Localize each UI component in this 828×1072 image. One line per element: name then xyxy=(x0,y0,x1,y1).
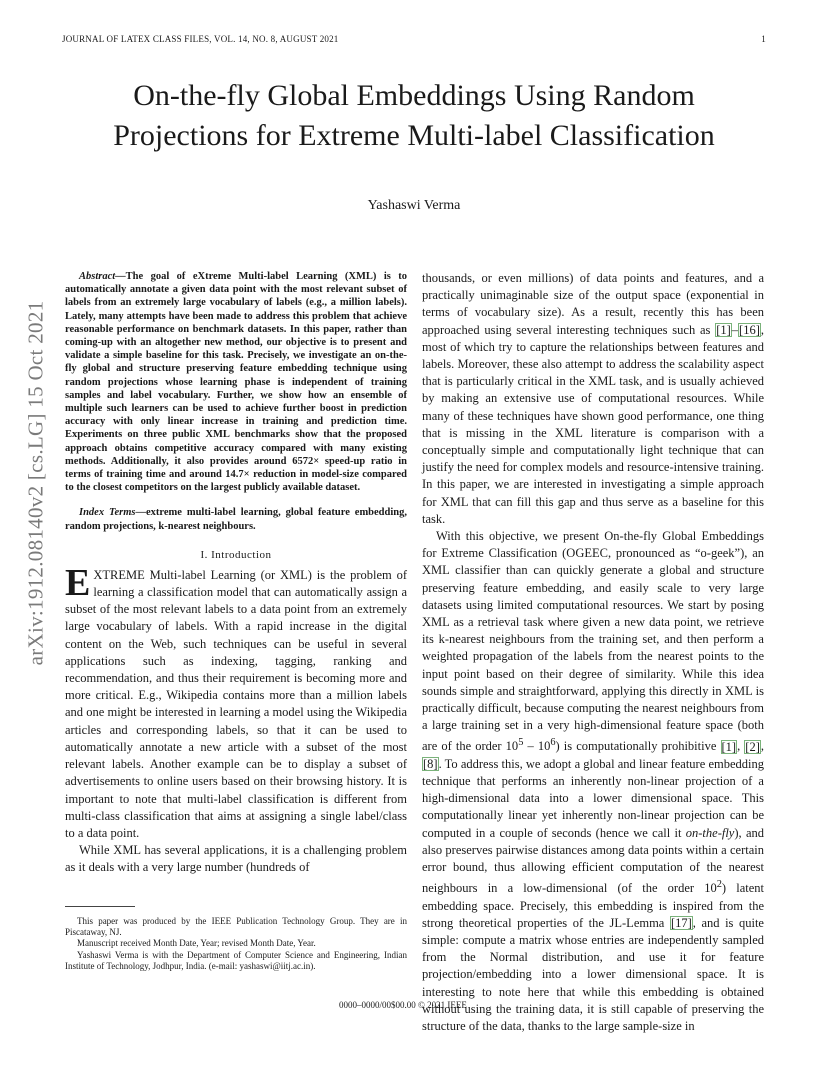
superscript: 6 xyxy=(550,737,556,749)
citation-link[interactable]: [17] xyxy=(670,915,692,930)
text-run: ) is computationally prohibitive xyxy=(555,739,721,754)
text-run: , and is quite simple: compute a matrix whose entries are independently sampled from the Normal distribution, and use it for feature projection/embedding into a lower dimensional space. It is interesting to note here that while this embedding is obtained without using the training data, it is still capable of preserving the structure of the data, thanks to the large sample-size in xyxy=(422,915,764,1034)
text-run: – xyxy=(731,322,739,337)
journal-name: JOURNAL OF LATEX CLASS FILES, VOL. 14, NO. 8, AUGUST 2021 xyxy=(62,34,339,44)
text-run: ) latent embedding space. Precisely, this embedding is inspired from the strong theoretical properties of the JL-Lemma xyxy=(422,881,764,930)
footnote-3: Yashaswi Verma is with the Department of Computer Science and Engineering, Indian Institute of Technology, Jodhpur, India. (e-mail: yashaswi@iitj.ac.in). xyxy=(65,949,407,971)
arxiv-stamp-text: arXiv:1912.08140v2 [cs.LG] 15 Oct 2021 xyxy=(23,300,48,666)
footnote-1: This paper was produced by the IEEE Publication Technology Group. They are in Piscataway, NJ. xyxy=(65,916,407,938)
emphasis: on-the-fly xyxy=(685,825,735,840)
intro-paragraph-2: While XML has several applications, it is a challenging problem as it deals with a very large number (hundreds of xyxy=(65,843,407,875)
citation-link[interactable]: [8] xyxy=(423,756,438,771)
abstract xyxy=(65,270,407,494)
intro-paragraph-1 xyxy=(65,561,407,842)
citation-link[interactable]: [2] xyxy=(745,739,760,754)
arxiv-stamp xyxy=(22,293,50,673)
paper-title: On-the-fly Global Embeddings Using Random Projections for Extreme Multi-label Classification xyxy=(113,79,715,152)
drop-cap: E xyxy=(65,561,91,604)
citation-link[interactable]: [16] xyxy=(739,322,760,337)
index-terms-text: —extreme multi-label learning, global feature embedding, random projections, k-nearest neighbours. xyxy=(65,507,407,532)
section-heading-introduction: I. Introduction xyxy=(200,548,272,561)
footnote-divider xyxy=(65,906,135,907)
text-run: With this objective, we present On-the-fly Global Embeddings for Extreme Classification (OGEEC, pronounced as “o-geek”), an XML classifier than can quickly generate a global and structure preserving feature embedding, and easily scale to very large datasets using limited computational resources. We start by posing XML as a retrieval task where given a new data point, we retrieve its k-nearest neighbours from the training set, and then perform a weighted propagation of the labels from the nearest points to the input point based on their degree of similarity. While this idea sounds simple and straightforward, applying this directly in XML is practically difficult, because computing the nearest neighbours from a large training set in a very high-dimensional feature space (both are of the order 10 xyxy=(422,529,764,754)
superscript: 5 xyxy=(518,737,524,749)
footnotes xyxy=(65,916,407,972)
index-terms-label: Index Terms xyxy=(79,507,136,519)
right-paragraph-1 xyxy=(422,270,764,528)
text-run: ), and also preserves pairwise distances among data points within a certain error bound, thus allowing efficient computation of the nearest neighbours in a low-dimensional (of the order 10 xyxy=(422,825,764,896)
citation-link[interactable]: [1] xyxy=(716,322,731,337)
page-number: 1 xyxy=(761,34,766,44)
author-name: Yashaswi Verma xyxy=(367,198,461,213)
right-paragraph-2: With this objective, we present On-the-fly Global Embeddings for Extreme Classification (OGEEC, pronounced as “o-geek”), an XML classifier than can quickly generate a global and structure preserving feature embedding, and easily scale to very large datasets using limited computational resources. We start by posing XML as a retrieval task where given a new data point, we retrieve its k-nearest neighbours from the training set, and then perform a weighted propagation of the labels from the nearest points to the input point based on their degree of similarity. While this idea sounds simple and straightforward, applying this directly in XML is practically difficult, because computing the nearest neighbours from a large training set in a very high-dimensional feature space (both are of the order $10^5 - 10^6$) is computationally prohibitive [1], [2], [8]. To address this, we adopt a global and linear feature embedding technique that performs an inherently non-linear projection of a high-dimensional data into a lower dimensional space. This computationally linear yet inherently non-linear projection can be computed in a couple of seconds (hence we call it on-the-fly), and also preserves pairwise distances among data points within a certain error bound, thus allowing efficient computation of the nearest neighbours in a low-dimensional (of the order $10^2$) latent embedding space. Precisely, this embedding is inspired from the strong theoretical properties of the JL-Lemma [17], and is quite simple: compute a matrix whose entries are independently sampled from the Normal distribution, and use it for feature projection/embedding into a lower dimensional space. It is interesting to note here that while this embedding is obtained without using the training data, it is still capable of preserving the structure of the data, thanks to the large sample-size in xyxy=(422,529,764,1034)
abstract-text: —The goal of eXtreme Multi-label Learning (XML) is to automatically annotate a given data point with the most relevant subset of labels from an extremely large vocabulary of labels (e.g., a million labels). Lately, many attempts have been made to address this problem that achieve reasonable performance on benchmark datasets. In this paper, rather than coming-up with an altogether new method, our objective is to present and validate a simple baseline for this task. Precisely, we investigate an on-the-fly global and structure preserving feature embedding technique using random projections whose learning phase is independent of training samples and label vocabulary. Further, we show how an ensemble of multiple such learners can be used to achieve further boost in prediction accuracy with only linear increase in training and prediction time. Experiments on three public XML benchmarks show that the proposed approach obtains competitive accuracy compared with many existing methods. Additionally, it also provides around 6572× speed-up ratio in terms of training time and around 14.7× reduction in model-size compared to the closest competitors on the largest publicly available dataset. xyxy=(65,271,407,494)
citation-link[interactable]: [1] xyxy=(721,739,737,754)
footnote-2: Manuscript received Month Date, Year; revised Month Date, Year. xyxy=(77,938,316,949)
text-run: thousands, or even millions) of data points and features, and a practically unimaginable size of the output space (exponential in terms of vocabulary size). As a result, recently this has been approached using several interesting techniques such as xyxy=(422,271,764,337)
abstract-label: Abstract xyxy=(79,271,116,282)
left-column xyxy=(65,270,407,877)
right-column xyxy=(422,270,764,1035)
intro-paragraph-1-text: XTREME Multi-label Learning (or XML) is the problem of learning a classification model that can automatically assign a subset of the most relevant labels to a data point from an extremely large vocabulary of labels. With a rapid increase in the digital content on the Web, such techniques can be useful in several applications such as indexing, tagging, ranking and recommendation, and thus their requirement is becoming more and more critical. E.g., Wikipedia contains more than a million labels and one might be interested in learning a model using the Wikipedia articles and corresponding labels, so that it can be used to automatically annotate a new article with a subset of the most relevant labels. Another example can be to display a subset of advertisements to online users based on their browsing history. It is important to note that multi-label classification is different from multi-class classification that aims at assigning a single label/class to a data point. xyxy=(65,567,407,840)
superscript: 2 xyxy=(716,879,722,891)
text-run: . To address this, we adopt a global and linear feature embedding technique that performs an inherently non-linear projection of a high-dimensional data into a lower dimensional space. This computationally linear yet inherently non-linear projection can be computed in a couple of seconds (hence we call it xyxy=(422,756,764,840)
running-header xyxy=(62,34,766,44)
text-run: – 10 xyxy=(523,739,551,754)
copyright-line: 0000–0000/00$00.00 © 2021 IEEE xyxy=(339,1000,467,1010)
text-run: , most of which try to capture the relationships between features and labels. Moreover, these also attempt to address the scalability aspect that is particularly critical in the XML task, and is usually achieved by making an extensive use of computational resources. While many of these techniques have shown good performance, one thing that is missing in the XML literature is comparison with a conceptually simple and computationally light technique that can justify the need for complex models and resource-intensive training. In this paper, we are interested in investigating a simple approach for XML that can fill this gap and thus serve as a baseline for this task. xyxy=(422,322,764,526)
index-terms xyxy=(65,506,407,532)
